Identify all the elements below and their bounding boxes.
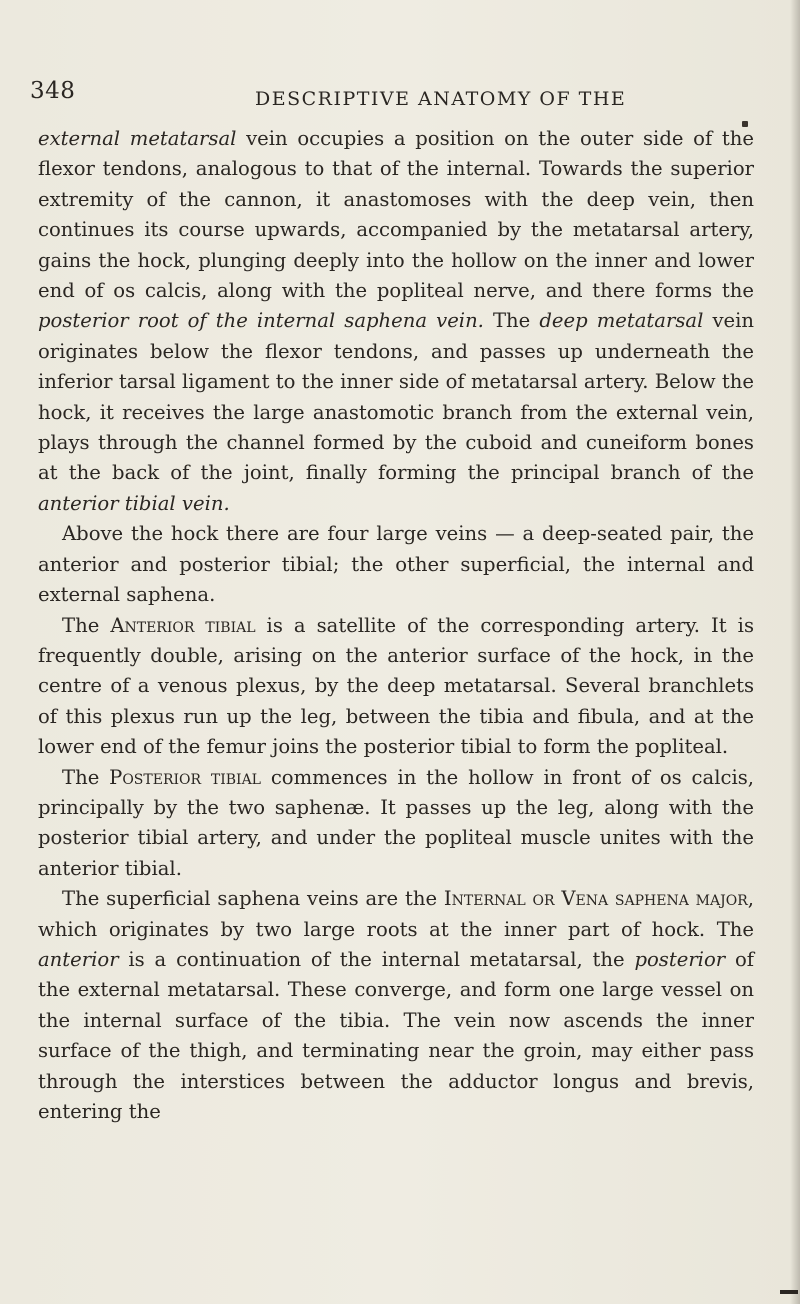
- italic-term: external metatarsal: [38, 127, 237, 150]
- running-head: DESCRIPTIVE ANATOMY OF THE: [255, 88, 627, 110]
- corner-mark: [780, 1290, 798, 1294]
- text-run: is a continuation of the internal metatarsal, the: [118, 947, 635, 971]
- italic-term: posterior root of the internal saphena vein.: [38, 309, 484, 333]
- text-run: , which originates by two large roots at the inner part of hock. The: [38, 887, 754, 941]
- small-caps-heading: Posterior tibial: [109, 765, 261, 789]
- small-caps-heading: Anterior tibial: [110, 613, 256, 637]
- italic-term: anterior tibial vein.: [38, 491, 230, 515]
- text-run: commences in the hollow in front of os calcis, principally by the two saphenæ. It passes up the leg, along with the posterior tibial artery, and under the popliteal muscle unites with the anterior tibial.: [38, 765, 754, 880]
- italic-term: anterior: [38, 947, 119, 971]
- text-run: of the external metatarsal. These converge, and form one large vessel on the internal surface of the tibia. The vein now ascends the inner surface of the thigh, and terminating near the groin, may either pass through the interstices between the adductor longus and brevis, entering the: [38, 947, 755, 1123]
- paragraph-posterior-tibial: [38, 763, 754, 885]
- text-run: is a satellite of the corresponding artery. It is frequently double, arising on the anterior surface of the hock, in the centre of a venous plexus, by the deep metatarsal. Several branchlets of this plexus run up the leg, between the tibia and fibula, and at the lower end of the femur joins the posterior tibial to form the popliteal.: [38, 613, 755, 759]
- small-caps-heading: Internal or Vena saphena major: [443, 887, 748, 911]
- text-run: Above the hock there are four large veins — a deep-seated pair, the anterior and posterior tibial; the other superficial, the internal and external saphena.: [38, 522, 754, 607]
- text-run: The: [62, 613, 111, 637]
- text-run: The: [483, 309, 540, 333]
- page-edge-shadow: [790, 0, 800, 1304]
- text-run: The: [62, 765, 110, 789]
- paragraph-anterior-tibial: [38, 611, 754, 763]
- italic-term: deep metatarsal: [539, 309, 704, 333]
- paragraph-four-veins: [38, 519, 754, 610]
- text-run: The superficial saphena veins are the: [62, 887, 444, 911]
- paragraph-metatarsal-veins: [38, 124, 754, 519]
- body-text: [38, 124, 754, 1127]
- text-run: vein occupies a position on the outer side of the flexor tendons, analogous to that of the internal. Towards the superior extremity of the cannon, it anastomoses with the deep vein, then continues its course upwards, accompanied by the metatarsal artery, gains the hock, plunging deeply into the hollow on the inner and lower end of os calcis, along with the popliteal nerve, and there forms the: [38, 127, 754, 303]
- text-run: vein originates below the flexor tendons, and passes up underneath the inferior tarsal ligament to the inner side of metatarsal artery. Below the hock, it receives the large anastomotic branch from the external vein, plays through the channel formed by the cuboid and cuneiform bones at the back of the joint, finally forming the principal branch of the: [38, 309, 754, 485]
- italic-term: posterior: [634, 947, 726, 971]
- page-number: 348: [30, 78, 76, 104]
- paragraph-saphena-major: [38, 884, 754, 1127]
